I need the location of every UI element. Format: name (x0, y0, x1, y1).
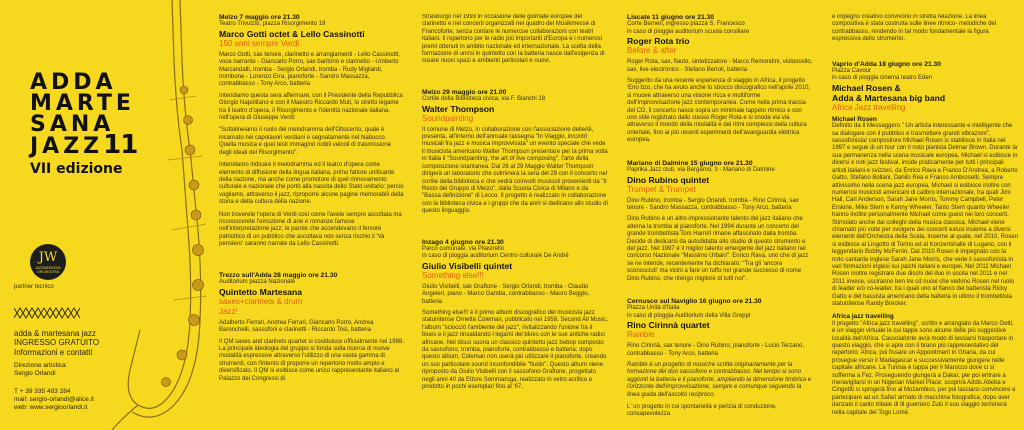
event-lineup: Adalberto Ferrari, Andrea Ferrari, Giancarlo Porro, Andrea Baronchelli, sassofoni e clarinetti - Riccardo Tosi, batteria (219, 319, 374, 334)
event-venue: Piazza Unità d'Italia (627, 305, 680, 312)
event-venue: Piazza Cavour (832, 68, 872, 75)
event-visibelli (422, 239, 608, 392)
jw-logo-text: JAZZWEEKEND ORCHESTRA (34, 266, 62, 274)
sax-key (189, 180, 199, 190)
sax-key (189, 315, 200, 326)
event-venue: Auditorium piazza Nazionale (219, 279, 296, 286)
association-name: adda & martesana jazz (14, 329, 96, 338)
event-lineup: Roger Rota, sax, flauto, sintetizzatore - Marco Remondini, violoncello, sax, live electronics - Stefano Bertoli, batteria (627, 59, 813, 73)
sax-key (162, 378, 171, 387)
event-rosen (832, 61, 1018, 113)
event-venue: Teatro Trivulzio, piazza Risorgimento 19 (219, 21, 326, 28)
event-date: Cernusco sul Naviglio 16 giugno ore 21.30 (627, 297, 762, 305)
event-subtitle: 150 anni sempre Verdi (219, 38, 300, 48)
event-title: Marco Gotti octet & Lello Cassinotti (219, 28, 365, 39)
event-venue: Paprika Jazz club, via Bergamo, 3 - Mariano di Dalmine (627, 167, 775, 174)
jazzweekend-logo (30, 244, 66, 280)
event-venue-alt: in caso di pioggia auditorium scuola consiliare (627, 28, 750, 35)
edition-label: VII edizione (30, 161, 123, 177)
program-column-2 (422, 14, 608, 430)
event-lineup: Giulio Visibelli, sax Graftone - Sergio Orlandi, tromba - Claudio Angeleri, piano - Marco Gamba, contrabbasso - Mauro Beggio, batteria (422, 283, 590, 305)
program-column-4 (832, 14, 1018, 430)
event-text: Intendiamo questa sera affermare, con il Presidente della Repubblica Giorgio Napolitano e con il Maestro Riccardo Muti, lo stretto legame tra il teatro d'opera, il Risorgimento e l'identità nazionale italiana, nell'opera di Giuseppe Verdi: (219, 92, 403, 122)
section-heading: Michael Rosen (832, 115, 877, 123)
saxophone-illustration (110, 0, 220, 430)
event-title: Quintetto Martesana (219, 286, 303, 297)
event-quintetto-martesana (219, 272, 405, 383)
section-text: Definito da Il Messaggero " Un artista interessante e intelligente che sa dialogare con il pubblico e trasmettere grandi vibrazioni", sassofonista/ compositore Michael Rosen si stabilisce in Italia nel 1997 e segue di un tour con il noto pianista Delmar Brown. Durante la sua permanenza nella scena musicale europea, Michael si esibisce in diversi e noti jazz festival, incide praticamente per tutti i principali artisti italiani e svizzeri, da Enrico Rava e Franco D'Andrea, a Roberto Gatto, Stefano Bollani, Danilo Rea e Franco Ambrosetti. Sempre attivissimo nella scena jazz europea, Michael si esibisce inoltre con numerosi musicisti americani di calibro internazionale, tra quali Jimi Hall, Carl Anderson, Sarah Jane Morris, Tommy Campbell, Peter Erskine, Mike Stern e Kenny Wheeler. Tanto Stern quanto Wheeler hanno inoltre personalmente Michael come guest nei loro concerti. Stimolato anche dai colleghi della musica classica, Michael viene chiamato più volte per svolgere dei concerti exlusi insieme a diversi elementi dell'Orchestra della Scala, insieme al quale, nel 2010, Rosen si esibisce al Lingotto di Torino ed al Konzertshalle di Lugano, con il leggendario Bobby McFerrin. Dal 2010 Rosen è impegnato con la noto cantante inglese Sarah Jane Morris, che vede il sassofonista in vari formazioni inglesi sui palchi italiani e europei. Nel 2011 Michael Rosen inoltre registrare due dischi del duo in uscita nel 2011 e nel 2011 invece, usciranno ben tre cd nuovi che vedono Rosen nel ruolo di leader e/o co-leader, tra i quali uno al fianco del batterista Ricky Gatto e del bassista americano della batteria in ultimo il trombettista statunitense Randy Brecker. (832, 123, 1018, 307)
title-line: MARTE (30, 91, 135, 116)
association-logo-icon (14, 306, 82, 320)
section-text: Il progetto "Africa jazz travelling", scritto e arrangiato da Marco Gotti, è un viaggio virtuale le cui tappe sono alcune delle più suggestive località dell'Africa. Cassolafonte avrà modo di lasciarsi trasportare in questo viaggio, che si apre con il brano più rappresentativo del repertorio: Africa, poi fissare un Appointment in Ghana, da cui prosegue verso il Madagascar e successivamente giungere nelle capitale africane. La Tunisia è tappa per il Marocco dove ci si sofferma a Fez. Proseguendo giungerà a Dakar, per poi entrare a meravigliarsi in un Nigerian Market Place; scoprirà Addis Abeba e Cingettti si spingerà fino al Mozambico, per poi lasciarsi convincere e partecipare ad un Safari armato di macchina fotografica; dopo aver danzato il canto tribale di Ill guerriero Zulù il suo viaggio terminerà nella capitale del Togo Lomé. (832, 320, 1016, 416)
event-date: Liscate 11 giugno ore 21.30 (627, 14, 714, 21)
email-link[interactable]: mail: sergio-orlandi@alice.it (14, 396, 94, 403)
event-date: Vaprio d'Adda 18 giugno ore 21.30 (832, 60, 941, 68)
event-venue: Cortile della Biblioteca civica, via F. Bianchi 18 (422, 96, 546, 103)
sax-key (191, 210, 201, 220)
event-text: Intendiamo indicare il melodramma ed il teatro d'opera come elemento di diffusione della lingua italiana, primo fattore unificante della nazione, ma anche come promotore di quel rinnovamento culturale e nazionale che portò alla nascita dello Stato unitario: perciò vogliamo, attraverso il jazz, riproporre alcune pagine memorabili della storia e della cultura della nazione. (219, 162, 404, 206)
event-text: Something else!!! è il primo album discografico del musicista jazz statunitense Ornette Coleman, pubblicato nel 1958. Second All Music, l'album "sciocciò l'ambiente del jazz", rivitalizzando l'unione fra il blues e il jazz rinsaldando i legami del blues con le sue antiche radici africane. Nel disco suona un classico quintetto jazz bebop composto da sassofono, tromba, pianoforte, contrabbasso e batteria; dopo questo album, Coleman non userà più utilizzare il pianoforte, creando un suo particolare sound inconfondibile "fluido". Questo album viene riproposto da Giulio Visibelli con il sassofono Graftone, progettato negli anni 40 da Ettore Sommaruga, realizzato in vetro acrilico e prodotto in pochi esemplari fino al '67. (422, 309, 608, 391)
direction-label: Direzione artistica: (14, 362, 68, 369)
event-title: Roger Rota trio (627, 36, 690, 47)
title-line: SANA (30, 112, 115, 137)
event-rubino (627, 160, 813, 283)
event-text: "Sottolineiamo il ruolo del melodramma dell'Ottocento, quale è incarnato nei capolavori verdiani e segnatamente nel Nabucco. Quella musica e quei testi immaginò nobili veicoli di trasmissione degli ideali del Risorgimento". (219, 127, 392, 156)
event-date: Melzo 29 maggio ore 21.00 (422, 88, 507, 96)
phone-number: T + 39 335 483 284 (14, 388, 71, 395)
event-date: Mariano di Dalmine 15 giugno ore 21.30 (627, 159, 753, 167)
event-text: Non troverete l'opera di Verdi così come l'avete sempre ascoltata ma riconoscerete l'emozione di arie e romanze famose nell'interpretazione jazz; le parole che accendevano il fervore patriottico di un pubblico che ascoltava non senza rischio il 'Va pensiero' saranno narrate da Lello Cassinotti. (219, 211, 402, 248)
edition-number: 11 (103, 130, 138, 160)
program-column-1-lower (219, 272, 405, 430)
sax-body-outline (128, 0, 190, 408)
event-lineup: Dino Rubino, tromba - Sergio Orlandi, tromba - Rino Cirinnà, sax tenore - Sandro Massazza, contrabbasso - Tony Arco, batteria (627, 197, 799, 211)
jw-logo-mark: JW (38, 250, 58, 265)
festival-cover-panel (0, 0, 210, 430)
event-title: Dino Rubino quintet (627, 174, 710, 185)
event-title: Walter Thompson (422, 103, 495, 114)
partner-label: partner tecnico (14, 284, 54, 290)
info-block (14, 338, 99, 358)
free-entry-label: INGRESSO GRATUITO (14, 338, 100, 347)
event-text: Dino Rubino è un altro impressionante talento del jazz italiano che alterna la tromba al pianoforte. Nel 1994 durante un concerto del grande trombettista Tom Harrell rimane affascinato dalla tromba. Decide di dedicarsi da autodidatta allo studio di questo strumento e del jazz. Nel 1997 è il miglior talento emergente del jazz italiano nel concorso Nazionale "Massimo Urbani". Enrico Rava, uno che di jazz se ne intende, recentemente ha dichiarato: "Tra gli 'ancora sconosciuti' ma vicini a fare un tuffo nel grande successo di nome Dino Rubino, che ritengo migliore di tutti noi". (627, 216, 809, 282)
event-subtitle: Something else!!! (422, 270, 484, 280)
festival-title (30, 72, 170, 180)
sax-key (193, 245, 204, 256)
artistic-direction (14, 362, 67, 378)
event-date: Trezzo sull'Adda 28 maggio ore 21.30 (219, 272, 338, 279)
info-contacts-label: Informazioni e contatti (14, 348, 93, 357)
event-title-2: Adda & Martesana big band (832, 92, 946, 103)
sax-body-outline-2 (132, 0, 201, 417)
continued-text: e impegno creativo convivono in stretta relazione. La linea compositiva è stata costruita sulle linee ritmico- melodiche del contrabbasso, rendendo in tal modo fondamentale la figura espressiva dello strumento. (832, 14, 997, 43)
continued-text: Strasburgo nel 1993 in occasione delle giornate europee del clarinetto e nei concerti organizzati nel quadro del Musikmesse di Francoforte, senza contare le numerose collaborazioni con teatri italiani. Il repertorio per le radio più importanti d'Europa e i numerosi premi ottenuti in ambito nazionale ed internazionale. La scelta della formazione di unirsi in quintetto con la batteria nasce dall'esigenza di creare nuovi spazi e ambienti particolari e nuovi. (422, 14, 605, 65)
event-title: Giulio Visibelli quintet (422, 260, 513, 271)
program-column-3 (627, 14, 813, 430)
event-thompson (422, 89, 608, 216)
sax-key (185, 145, 195, 155)
event-subtitle: Trumpet & Trumpet (627, 184, 696, 194)
event-venue-alt: in caso di pioggia cinema teatro Eden (832, 75, 933, 82)
event-subtitle-2: Jazz! (219, 306, 238, 316)
event-title: Michael Rosen & (832, 82, 901, 93)
sax-key (177, 350, 187, 360)
sax-bell (112, 405, 138, 430)
title-line: ADDA (30, 70, 117, 95)
event-lineup: Marco Gotti, sax tenore, clarinetto e arrangiamenti - Lello Cassinotti, voce narrante - Giancarlo Porro, sax baritono e clarinetto - Umberto Marcandalli, tromba - Sergio Orlandi, tromba - Rudy Migliardi, trombone - Lorenzo Erra, pianoforte - Sandro Massazza, contrabbasso - Tony Arco, batteria (219, 51, 401, 88)
sax-key (184, 116, 193, 125)
title-jazz: JAZZ (30, 134, 104, 159)
association-block (14, 306, 114, 338)
event-text: Il QM saxes and clarinets quartet si costituisce ufficialmente nel 1988. La principale ideologia del gruppo si fonda sulla ricerca di nuove modalità espressive attraverso l'utilizzo di una vasta gamma di strumenti, con l'intento di proporre un repertorio molto ampio e diversificato. Il QM si esibisce come unico rappresentante italiano al Palazzo dei Congressi di (219, 338, 404, 382)
direction-name: Sergio Orlandi (14, 370, 56, 377)
event-text: Ramble è un progetto di musiche scritte originariamente per la formazione del duo sassofono e contrabbasso. Nel tempo si sono aggiunti la batteria e il pianoforte, ampliando la dimensione timbrica e l'orizzonte dell'improvvisazione, sempre e comunque seguendo la linea guida dell'ascolto reciproco. (627, 362, 812, 398)
event-text: L' un progetto in cui spontaneità e perizia di conduzione, consapevolezza (627, 404, 777, 418)
event-date: Inzago 4 giugno ore 21.30 (422, 238, 504, 246)
event-date: Melzo 7 maggio ore 21.30 (219, 14, 300, 21)
event-title: Rino Cirinnà quartet (627, 320, 710, 331)
event-venue-alt: in caso di pioggia Auditorium della Villa Greppi (627, 312, 751, 319)
event-subtitle: Before & after (627, 46, 677, 56)
event-subtitle: Africa Jazz travelling (832, 102, 906, 112)
title-line (30, 130, 170, 160)
contacts-block (14, 388, 94, 412)
event-rota (627, 14, 813, 145)
event-subtitle: Soundpainting (422, 113, 474, 123)
event-text: Il comune di Melzo, in collaborazione con l'associazione delleAli, presenta, all'interno dell'annuale rassegna "In Viaggio, incontri musicali fra jazz e musica improvvisata" un evento speciale che vede il musicista americano Walter Thompson presentare per la prima volta in Italia il "Soundpainting, the art of live composing", l'arte della composizione istantanea. Dal 26 al 29 Maggio Walter Thompson dirigerà un laboratorio che culminerà la sera del 29 con il concerto nel cortile della biblioteca e che vedrà coinvolti musicisti provenienti da "Il Resto del Gruppo di Melzo", dalla Scuola Civica di Milano e da "Bassa definizione" di Lecco. Il progetto è realizzato in collaborazione con la biblioteca civica e i gruppi che da anni si dedicano allo studio di questo linguaggio. (422, 126, 608, 215)
sax-key (180, 86, 188, 94)
event-cirinna (627, 298, 813, 419)
section-heading: Africa jazz travelling (832, 313, 894, 321)
event-lineup: Rino Cirinnà, sax tenore - Dino Rubino, pianoforte - Lucio Terzano, contrabbasso - Tony Arco, batteria (627, 343, 804, 357)
event-venue: Parco comunale, via Pilastrello (422, 245, 505, 252)
event-venue: Corte Berneri, ingresso piazza S. Francesco (627, 21, 745, 28)
event-subtitle: saxes+clarinets & drum (219, 296, 303, 306)
event-text: Suggerito da una recente esperienza di viaggio in Africa, il progetto 'Eno bzo, che ha avuto anche lo sbocco discografico nell'aprile 2010, si muove attraverso una visione ricca e multiforme dell'improvvisazione jazz contemporanea. Come nella prima traccia del CD, il concerto nasce sopra un minimale tappeto ritmico e con uno stile registrato dallo stesso Roger Rota e si snoda via via attraverso il mondo della modalità e dei ritmi complessi della cultura orientale, fino ai più recenti esperimenti dell'avanguardia elettrica europea. (627, 78, 811, 144)
sax-key (193, 280, 204, 291)
event-subtitle: Ramble (627, 330, 655, 340)
event-gotti (219, 14, 405, 249)
event-venue-alt: in caso di pioggia auditorium Centro culturale De André (422, 253, 569, 260)
website-link[interactable]: web: www.sergioorlandi.it (14, 404, 88, 411)
